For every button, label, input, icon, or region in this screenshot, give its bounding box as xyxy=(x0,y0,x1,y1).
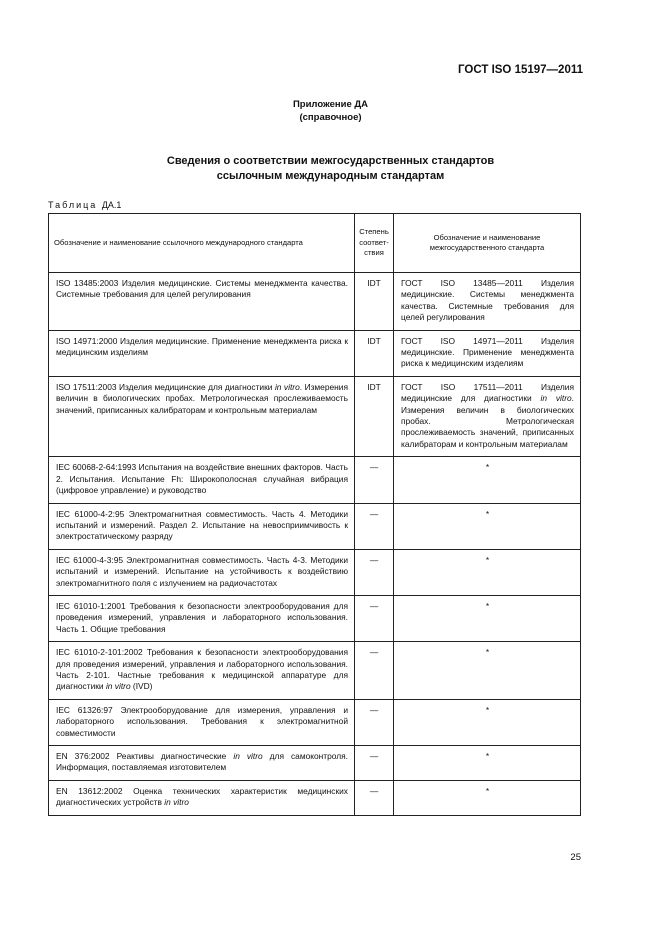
national-standard-cell: * xyxy=(394,503,581,549)
ref-standard-cell: IEC 61000-4-2:95 Электромагнитная совместимость. Часть 4. Методики испытаний и измерений. Раздел 2. Испытание на невосприимчивость к электростатическому разряду xyxy=(49,503,355,549)
annex-header xyxy=(0,98,661,124)
degree-cell: — xyxy=(355,595,394,641)
section-heading xyxy=(0,154,661,184)
ref-standard-cell: IEC 61326:97 Электрооборудование для измерения, управления и лабораторного использования. Требования к электромагнитной совместимости xyxy=(49,699,355,745)
nat-text-post: . Измерения величин в биологических пробах. Метрологическая прослеживаемость значений, приписанных калибраторам и контрольным материалам xyxy=(401,393,574,449)
nat-text-italic: in vitro xyxy=(540,393,572,404)
degree-cell: — xyxy=(355,642,394,700)
table-row xyxy=(49,273,581,331)
ref-standard-cell: IEC 61000-4-3:95 Электромагнитная совместимость. Часть 4-3. Методики испытаний и измерений. Испытание на устойчивость к воздействию электромагнитного поля с излучением на радиочастотах xyxy=(49,549,355,595)
national-standard-cell: * xyxy=(394,595,581,641)
header-degree: Степень соответ-ствия xyxy=(355,214,394,273)
ref-standard-cell xyxy=(49,642,355,700)
degree-cell: IDT xyxy=(355,273,394,331)
national-standard-cell: * xyxy=(394,642,581,700)
table-row xyxy=(49,699,581,745)
ref-text-pre: EN 376:2002 Реактивы диагностические xyxy=(56,751,234,761)
degree-cell: — xyxy=(355,457,394,503)
degree-cell: — xyxy=(355,780,394,815)
table-row xyxy=(49,549,581,595)
ref-text-pre: IEC 61010-2-101:2002 Требования к безопасности электрооборудования для проведения измерений, управления и лабораторного использования. Часть 2-101. Частные требования к медицинской аппаратуре для диагностики xyxy=(56,647,348,692)
ref-standard-cell xyxy=(49,780,355,815)
page-number: 25 xyxy=(570,852,581,863)
ref-standard-cell xyxy=(49,746,355,781)
ref-text-italic: in vitro xyxy=(274,381,300,392)
nat-text-pre: ГОСТ ISO 17511—2011 Изделия медицинские для диагностики xyxy=(401,381,574,404)
degree-cell: IDT xyxy=(355,376,394,456)
table-header-row xyxy=(49,214,581,273)
annex-title: Приложение ДА xyxy=(292,99,369,110)
table-row xyxy=(49,780,581,815)
document-id: ГОСТ ISO 15197—2011 xyxy=(458,64,583,76)
table-caption-number: ДА.1 xyxy=(101,200,122,210)
table-row xyxy=(49,746,581,781)
correspondence-table xyxy=(48,213,581,816)
table-row xyxy=(49,457,581,503)
ref-text-pre: ISO 17511:2003 Изделия медицинские для диагностики xyxy=(56,381,275,392)
ref-standard-cell: IEC 60068-2-64:1993 Испытания на воздействие внешних факторов. Часть 2. Испытания. Испытание Fh: Широкополосная случайная вибрация (цифровое управление) и руководство xyxy=(49,457,355,503)
ref-text-post: . Измерения величин в биологических пробах. Метрологическая прослеживаемость значений, приписанных калибраторам и контрольным материалам xyxy=(56,381,348,415)
ref-text-pre: EN 13612:2002 Оценка технических характеристик медицинских диагностических устройств xyxy=(56,785,348,808)
ref-text-post: для самоконтроля. Информация, поставляемая изготовителем xyxy=(56,751,349,773)
table-row xyxy=(49,330,581,376)
ref-text-post: (IVD) xyxy=(130,681,153,692)
national-standard-cell: ГОСТ ISO 13485—2011 Изделия медицинские. Системы менеджмента качества. Системные требования для целей регулирования xyxy=(394,273,581,331)
table-caption xyxy=(48,200,121,210)
ref-text-italic: in vitro xyxy=(164,797,189,808)
table-row xyxy=(49,642,581,700)
table-row xyxy=(49,595,581,641)
heading-line-2: ссылочным международным стандартам xyxy=(216,170,445,182)
national-standard-cell: * xyxy=(394,746,581,781)
header-reference-standard: Обозначение и наименование ссылочного международного стандарта xyxy=(49,214,355,273)
degree-cell: — xyxy=(355,746,394,781)
ref-standard-cell: ISO 14971:2000 Изделия медицинские. Применение менеджмента риска к медицинским изделиям xyxy=(49,330,355,376)
degree-cell: IDT xyxy=(355,330,394,376)
ref-text-italic: in vitro xyxy=(233,751,263,761)
heading-line-1: Сведения о соответствии межгосударственных стандартов xyxy=(166,155,495,167)
ref-text-italic: in vitro xyxy=(105,681,131,692)
table-row xyxy=(49,503,581,549)
degree-cell: — xyxy=(355,503,394,549)
table-row xyxy=(49,376,581,456)
national-standard-cell: * xyxy=(394,699,581,745)
national-standard-cell: * xyxy=(394,780,581,815)
national-standard-cell: * xyxy=(394,549,581,595)
ref-standard-cell xyxy=(49,376,355,456)
header-national-standard: Обозначение и наименование межгосударственного стандарта xyxy=(394,214,581,273)
table-caption-label: Таблица xyxy=(48,200,98,210)
national-standard-cell: ГОСТ ISO 14971—2011 Изделия медицинские. Применение менеджмента риска к медицинским изделиям xyxy=(394,330,581,376)
ref-standard-cell: IEC 61010-1:2001 Требования к безопасности электрооборудования для проведения измерений, управления и лабораторного использования. Часть 1. Общие требования xyxy=(49,595,355,641)
degree-cell: — xyxy=(355,699,394,745)
national-standard-cell xyxy=(394,376,581,456)
ref-standard-cell: ISO 13485:2003 Изделия медицинские. Системы менеджмента качества. Системные требования для целей регулирования xyxy=(49,273,355,331)
national-standard-cell: * xyxy=(394,457,581,503)
annex-subtitle: (справочное) xyxy=(299,112,362,123)
degree-cell: — xyxy=(355,549,394,595)
